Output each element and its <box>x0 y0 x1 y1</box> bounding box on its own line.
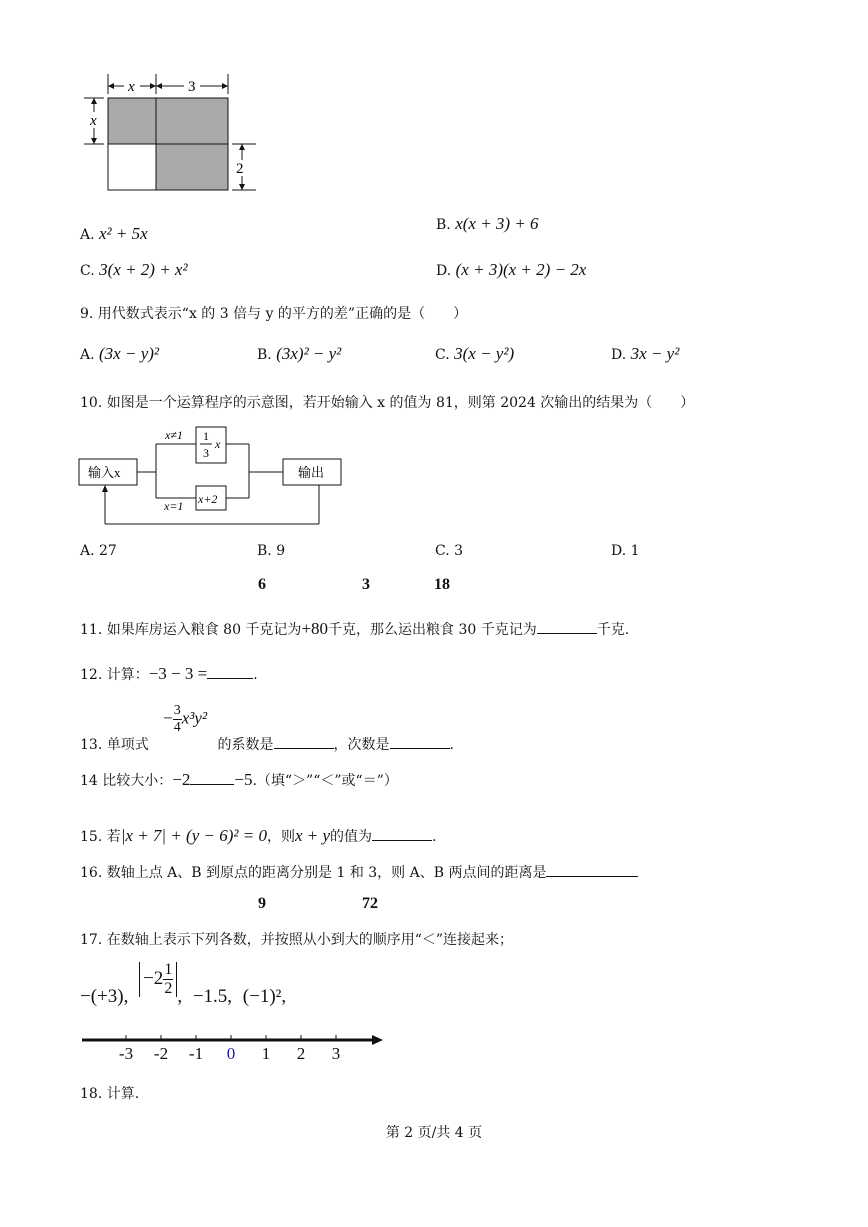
q16-answer-blank <box>546 862 638 877</box>
q11: 11. 如果库房运入粮食 80 千克记为+80千克，那么运出粮食 30 千克记为 千克. <box>80 619 630 638</box>
q10-option-c: C. 3 <box>435 543 464 559</box>
note1-value-3: 18 <box>434 576 450 593</box>
q10-option-b: B. 9 <box>257 543 286 559</box>
dim-2-right: 2 <box>236 161 244 177</box>
q17-abs-mixed: −2 $\frac{1}{2}$ <box>139 962 177 997</box>
q13: 13. 单项式 − $\frac{3}{4}$ x³y² 的系数是 ，次数是 . <box>80 703 454 753</box>
area-figure <box>78 74 268 196</box>
q11-answer-blank <box>537 619 597 634</box>
note2-value-2: 72 <box>362 895 378 912</box>
q8-d-expr: (x + 3)(x + 2) − 2x <box>455 260 587 279</box>
number-line-label: -2 <box>153 1044 169 1063</box>
q18: 18. 计算. <box>80 1086 140 1102</box>
flow-input-label: 输入x <box>88 465 121 480</box>
q9-stem: 9. 用代数式表示“x 的 3 倍与 y 的平方的差”正确的是（ ） <box>80 306 468 322</box>
flow-cond-bottom: x=1 <box>164 499 184 513</box>
q9-option-c: C. 3(x − y²) <box>435 344 515 363</box>
q14: 14 比较大小：−2 −5.（填“＞”“＜”或“＝”） <box>80 770 398 789</box>
q12: 12. 计算：−3 − 3 = . <box>80 664 258 683</box>
q17-numbers: −(+3), −2 $\frac{1}{2}$ , −1.5, (−1)², <box>80 961 287 1007</box>
svg-text:x+2: x+2 <box>198 492 218 506</box>
svg-text:x: x <box>215 437 221 451</box>
flow-cond-top: x≠1 <box>165 428 183 442</box>
q10-option-a: A. 27 <box>80 543 117 559</box>
flowchart <box>78 424 348 528</box>
dim-x-left: x <box>90 113 97 129</box>
number-line-label: 3 <box>331 1044 341 1063</box>
q14-answer-blank <box>190 770 234 785</box>
q13-coefficient-blank <box>274 734 334 749</box>
number-line-label: -3 <box>118 1044 134 1063</box>
page-footer: 第 2 页/共 4 页 <box>385 1125 483 1141</box>
dim-3-top: 3 <box>188 79 196 95</box>
q8-option-c: C. 3(x + 2) + x² <box>80 260 188 279</box>
q17-stem: 17. 在数轴上表示下列各数，并按照从小到大的顺序用“＜”连接起来； <box>80 932 514 948</box>
number-line-label: 2 <box>296 1044 306 1063</box>
q12-answer-blank <box>207 664 253 679</box>
number-line-label: -1 <box>188 1044 204 1063</box>
q13-degree-blank <box>390 734 450 749</box>
note1-value-1: 6 <box>258 576 266 593</box>
note1-value-2: 3 <box>362 576 370 593</box>
q9-option-a: A. (3x − y)² <box>80 344 159 363</box>
q9-option-d: D. 3x − y² <box>611 344 680 363</box>
flow-output-label: 输出 <box>298 465 325 480</box>
q10-stem: 10. 如图是一个运算程序的示意图，若开始输入 x 的值为 81，则第 2024 次输出的结果为（ ） <box>80 395 695 411</box>
q16: 16. 数轴上点 A、B 到原点的距离分别是 1 和 3，则 A、B 两点间的距离是 <box>80 862 638 882</box>
dim-x-top: x <box>128 79 135 95</box>
q15-answer-blank <box>372 826 432 841</box>
q15: 15. 若|x + 7| + (y − 6)² = 0，则x + y的值为 . <box>80 826 437 845</box>
q8-b-expr: x(x + 3) + 6 <box>455 214 539 233</box>
flow-op-top-box <box>196 427 226 463</box>
q8-option-a: A. x² + 5x <box>80 224 148 243</box>
svg-text:3: 3 <box>203 446 209 460</box>
number-line-label: 0 <box>226 1044 236 1063</box>
number-line <box>80 1030 385 1070</box>
note2-value-1: 9 <box>258 895 266 912</box>
number-line-label: 1 <box>261 1044 271 1063</box>
q8-c-expr: 3(x + 2) + x² <box>99 260 188 279</box>
q8-a-expr: x² + 5x <box>99 224 148 243</box>
q13-monomial: − $\frac{3}{4}$ x³y² <box>163 703 208 735</box>
q8-option-b: B. x(x + 3) + 6 <box>436 214 539 233</box>
q9-option-b: B. (3x)² − y² <box>257 344 342 363</box>
svg-text:1: 1 <box>203 429 209 443</box>
q10-option-d: D. 1 <box>611 543 640 559</box>
q8-option-d: D. (x + 3)(x + 2) − 2x <box>436 260 587 279</box>
